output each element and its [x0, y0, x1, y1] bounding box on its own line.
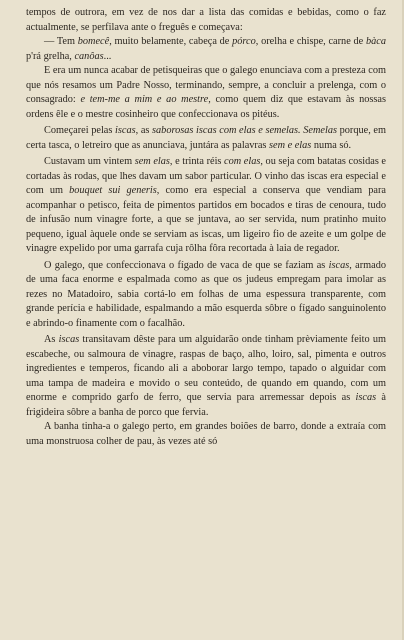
italic-run: bàca [365, 36, 386, 47]
italic-run: canôas [74, 50, 104, 62]
italic-run: bomecê [77, 36, 110, 47]
italic-run: iscas [355, 392, 377, 403]
paragraph: O galego, que confeccionava o fígado de vaca de que se faziam as iscas, armado de uma faca enorme e espalmada como as que os judeus empregam para imolar as rezes no Matadoiro, sabia cortá-lo em folhas de uma espessura transparente, com grande perícia e habilidade, espalmando a mão esquerda sôbre o fígado sanguinolento e abrindo-o finamente com o facalhão. [26, 259, 386, 329]
italic-run: pórco [232, 36, 256, 47]
italic-run: saborosas iscas com elas e semelas. Semelas [152, 125, 337, 136]
paragraph: — Tem bomecê, muito belamente, cabeça de pórco, orelha e chispe, carne de bàca p'rá grelha, canôas... [26, 36, 386, 62]
page-text [26, 6, 386, 449]
italic-run: sem e elas [269, 139, 312, 151]
paragraph: Começarei pelas iscas, as saborosas iscas com elas e semelas. Semelas porque, em certa tasca, o letreiro que as anunciava, juntára as palavras sem e elas numa só. [26, 125, 386, 151]
italic-run: iscas [115, 125, 136, 136]
paragraph: tempos de outrora, em vez de nos dar a lista das comidas e bebidas, como o faz actualmente, se perfilava ante o freguês e começava: [26, 7, 386, 33]
paragraph: Custavam um vintem sem elas, e trinta réis com elas, ou seja com batatas cosidas e cortadas às rodas, que lhes davam um sabor particular. O vinho das iscas era especial e com um bouquet sui generis, como era especial a conserva que vendiam para acompanhar o petisco, feita de pimentos partidos em bocados e tiras de cenoura, tudo de infusão num vinagre forte, a que se juntava, ao ser servida, num pratinho muito pequeno, igual àquele onde se serviam as iscas, um ligeiro fio de azeite e um golpe de vinagre expelido por uma garrafa cuja rôlha fôra recortada à laia de regador. [26, 156, 386, 254]
paragraph: As iscas transitavam dêste para um alguidarão onde tinham prèviamente feito um escabeche, ou salmoura de vinagre, raspas de baço, alho, loiro, sal, pimenta e outros ingredientes e temperos, ficando ali a aboborar largo tempo, tapado o alguidar com uma tampa de madeira e movido o seu conteúdo, de quando em quando, com um enorme e comprido garfo de ferro, que servia para arremessar depois as iscas à frigideira sôbre a banha de porco que fervia. [26, 334, 386, 418]
italic-run: iscas [328, 259, 350, 271]
paragraph: E era um nunca acabar de petisqueiras que o galego enunciava com a presteza com que nós resamos um Padre Nosso, terminando, sempre, a concluir a prelenga, com o consagrado: e tem-me a mim e ao mestre, como quem diz que estavam às nossas ordens êle e o mestre cosinheiro que confeccionava os pitéus. [26, 65, 386, 120]
italic-run: bouquet sui generis [69, 185, 157, 196]
italic-run: com elas [224, 156, 261, 167]
italic-run: iscas [58, 334, 80, 345]
italic-run: e tem-me a mim e ao mestre [80, 94, 209, 105]
italic-run: sem elas [134, 156, 170, 167]
paragraph: A banha tinha-a o galego perto, em grandes boiões de barro, donde a extraía com uma monstruosa colher de pau, às vezes até só [26, 421, 386, 447]
